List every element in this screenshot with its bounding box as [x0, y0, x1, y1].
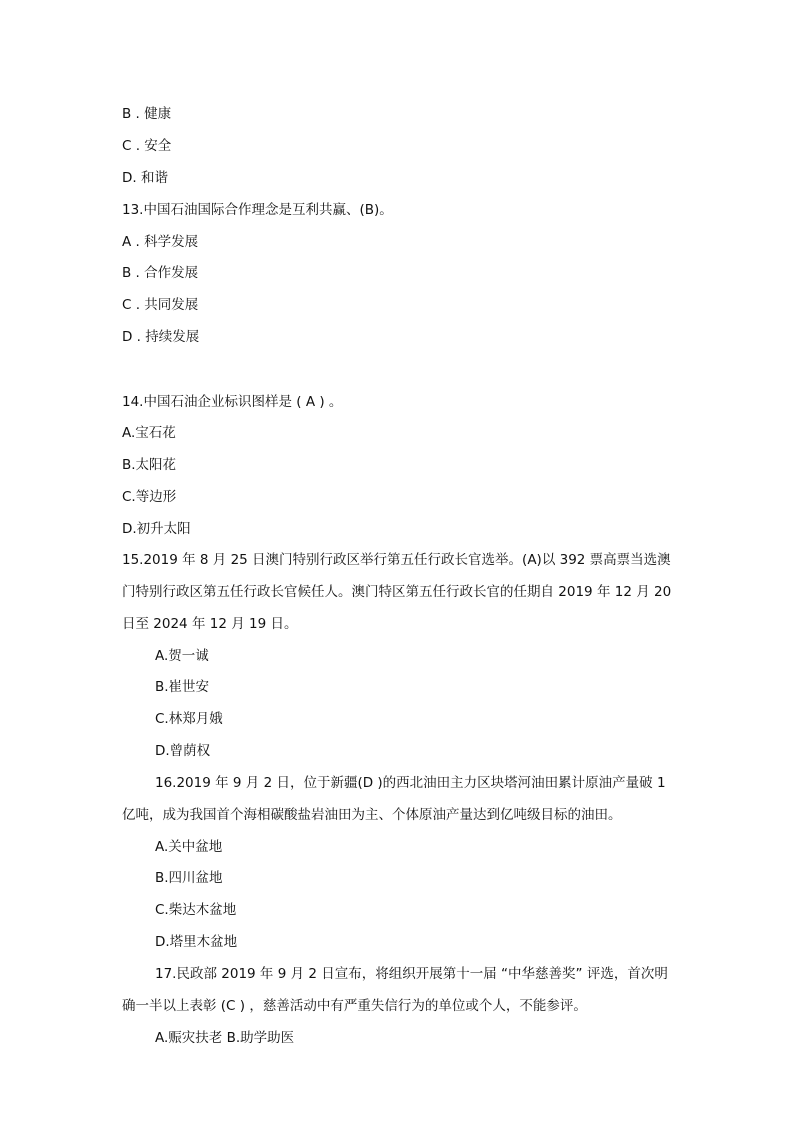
q16-option-c: C.柴达木盆地 — [155, 902, 237, 918]
q12-option-d: D. 和谐 — [122, 170, 168, 186]
q13-option-d: D . 持续发展 — [122, 329, 200, 345]
q17-options-ab: A.赈灾扶老 B.助学助医 — [155, 1030, 295, 1046]
q15-option-d: D.曾荫权 — [155, 743, 211, 759]
q16-option-b: B.四川盆地 — [155, 870, 223, 886]
q17-stem-line-2: 确一半以上表彰 (C ) ，慈善活动中有严重失信行为的单位或个人，不能参评。 — [122, 998, 587, 1014]
q15-option-a: A.贺一诚 — [155, 648, 209, 664]
q13-option-a: A . 科学发展 — [122, 234, 199, 250]
q16-option-d: D.塔里木盆地 — [155, 934, 238, 950]
q14-option-b: B.太阳花 — [122, 457, 177, 473]
q16-stem-line-1: 16.2019 年 9 月 2 日，位于新疆(D )的西北油田主力区块塔河油田累计原油产量破 1 — [155, 775, 666, 791]
q17-stem-line-1: 17.民政部 2019 年 9 月 2 日宣布，将组织开展第十一届 “中华慈善奖” 评选，首次明 — [155, 966, 668, 982]
q14-option-d: D.初升太阳 — [122, 521, 191, 537]
q15-option-c: C.林郑月娥 — [155, 711, 223, 727]
q12-option-b: B . 健康 — [122, 106, 172, 122]
q13-option-c: C . 共同发展 — [122, 297, 199, 313]
q13-stem: 13.中国石油国际合作理念是互利共赢、(B)。 — [122, 202, 393, 218]
q13-option-b: B . 合作发展 — [122, 265, 199, 281]
q14-option-c: C.等边形 — [122, 489, 177, 505]
q16-option-a: A.关中盆地 — [155, 839, 223, 855]
q12-option-c: C . 安全 — [122, 138, 172, 154]
q14-option-a: A.宝石花 — [122, 425, 176, 441]
q16-stem-line-2: 亿吨，成为我国首个海相碳酸盐岩油田为主、个体原油产量达到亿吨级目标的油田。 — [122, 807, 622, 823]
q14-stem: 14.中国石油企业标识图样是 ( A ) 。 — [122, 394, 343, 410]
q15-stem-line-1: 15.2019 年 8 月 25 日澳门特别行政区举行第五任行政长官选举。(A)以 392 票高票当选澳 — [122, 552, 671, 568]
q15-stem-line-2: 门特别行政区第五任行政长官候任人。澳门特区第五任行政长官的任期自 2019 年 12 月 20 — [122, 584, 672, 600]
q15-stem-line-3: 日至 2024 年 12 月 19 日。 — [122, 616, 298, 632]
q15-option-b: B.崔世安 — [155, 679, 210, 695]
